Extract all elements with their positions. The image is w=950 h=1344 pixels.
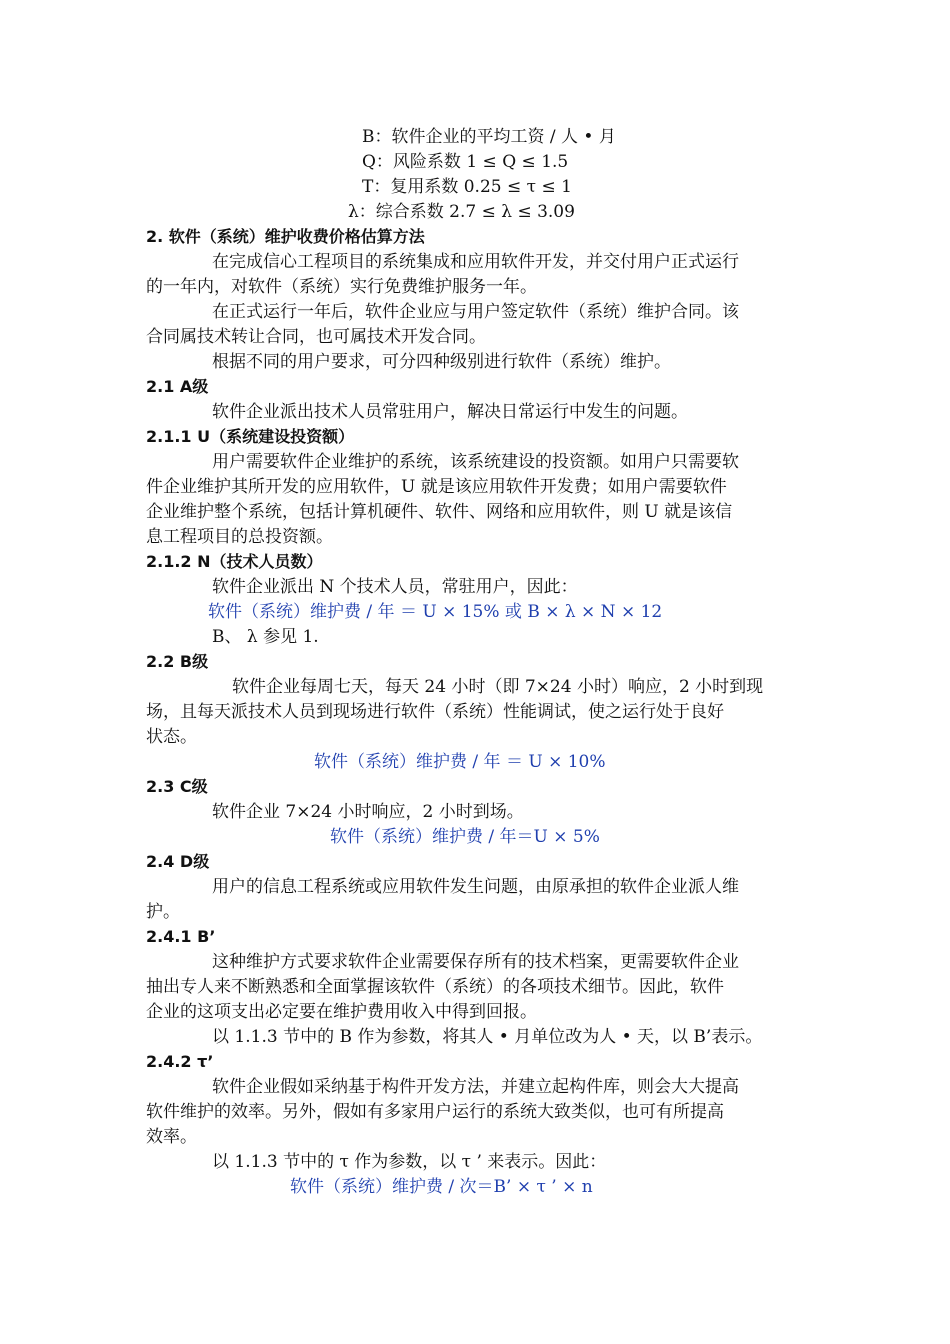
var-lambda: λ：综合系数 2.7 ≤ λ ≤ 3.09 xyxy=(348,202,575,222)
paragraph-line: 软件企业派出 N 个技术人员，常驻用户，因此： xyxy=(212,577,578,597)
formula-a-level: 软件（系统）维护费 / 年 ＝ U × 15% 或 B × λ × N × 12 xyxy=(208,602,663,622)
var-t: T：复用系数 0.25 ≤ τ ≤ 1 xyxy=(362,177,572,197)
paragraph-line: 软件企业每周七天，每天 24 小时（即 7×24 小时）响应，2 小时到现 xyxy=(232,677,764,697)
section-2-1-2-heading: 2.1.2 N（技术人员数） xyxy=(146,552,323,571)
note-line: B、 λ 参见 1. xyxy=(212,627,319,647)
paragraph-line: 软件企业 7×24 小时响应，2 小时到场。 xyxy=(212,802,524,822)
paragraph-line: 息工程项目的总投资额。 xyxy=(146,527,333,547)
paragraph-line: 企业的这项支出必定要在维护费用收入中得到回报。 xyxy=(146,1002,537,1022)
formula-c-level: 软件（系统）维护费 / 年＝U × 5% xyxy=(330,827,600,847)
paragraph-line: 以 1.1.3 节中的 B 作为参数，将其人 • 月单位改为人 • 天，以 B’表示。 xyxy=(212,1027,763,1047)
paragraph-line: 抽出专人来不断熟悉和全面掌握该软件（系统）的各项技术细节。因此，软件 xyxy=(146,977,724,997)
paragraph-line: 合同属技术转让合同，也可属技术开发合同。 xyxy=(146,327,486,347)
paragraph-line: 以 1.1.3 节中的 τ 作为参数，以 τ ’ 来表示。因此： xyxy=(212,1152,607,1172)
paragraph-line: 的一年内，对软件（系统）实行免费维护服务一年。 xyxy=(146,277,537,297)
paragraph-line: 护。 xyxy=(146,902,180,922)
section-2-4-1-heading: 2.4.1 B’ xyxy=(146,927,216,946)
paragraph-line: 件企业维护其所开发的应用软件，U 就是该应用软件开发费；如用户需要软件 xyxy=(146,477,727,497)
section-2-2-heading: 2.2 B级 xyxy=(146,652,209,671)
paragraph-line: 软件企业假如采纳基于构件开发方法，并建立起构件库，则会大大提高 xyxy=(212,1077,739,1097)
paragraph-line: 在正式运行一年后，软件企业应与用户签定软件（系统）维护合同。该 xyxy=(212,302,739,322)
section-2-1-heading: 2.1 A级 xyxy=(146,377,209,396)
section-2-4-2-heading: 2.4.2 τ’ xyxy=(146,1052,214,1071)
paragraph-line: 软件企业派出技术人员常驻用户，解决日常运行中发生的问题。 xyxy=(212,402,688,422)
formula-b-level: 软件（系统）维护费 / 年 ＝ U × 10% xyxy=(314,752,606,772)
var-b: B：软件企业的平均工资 / 人 • 月 xyxy=(362,127,616,147)
section-2-heading: 2. 软件（系统）维护收费价格估算方法 xyxy=(146,227,425,246)
paragraph-line: 企业维护整个系统，包括计算机硬件、软件、网络和应用软件，则 U 就是该信 xyxy=(146,502,733,522)
section-2-3-heading: 2.3 C级 xyxy=(146,777,208,796)
paragraph-line: 场，且每天派技术人员到现场进行软件（系统）性能调试，使之运行处于良好 xyxy=(146,702,724,722)
paragraph-line: 这种维护方式要求软件企业需要保存所有的技术档案，更需要软件企业 xyxy=(212,952,739,972)
paragraph-line: 用户需要软件企业维护的系统，该系统建设的投资额。如用户只需要软 xyxy=(212,452,739,472)
paragraph-line: 根据不同的用户要求，可分四种级别进行软件（系统）维护。 xyxy=(212,352,671,372)
section-2-4-heading: 2.4 D级 xyxy=(146,852,210,871)
formula-d-level: 软件（系统）维护费 / 次＝B’ × τ ’ × n xyxy=(290,1177,593,1197)
section-2-1-1-heading: 2.1.1 U（系统建设投资额） xyxy=(146,427,355,446)
paragraph-line: 效率。 xyxy=(146,1127,197,1147)
paragraph-line: 软件维护的效率。另外，假如有多家用户运行的系统大致类似，也可有所提高 xyxy=(146,1102,724,1122)
paragraph-line: 在完成信心工程项目的系统集成和应用软件开发，并交付用户正式运行 xyxy=(212,252,739,272)
paragraph-line: 状态。 xyxy=(146,727,197,747)
paragraph-line: 用户的信息工程系统或应用软件发生问题，由原承担的软件企业派人维 xyxy=(212,877,739,897)
var-q: Q：风险系数 1 ≤ Q ≤ 1.5 xyxy=(362,152,569,172)
